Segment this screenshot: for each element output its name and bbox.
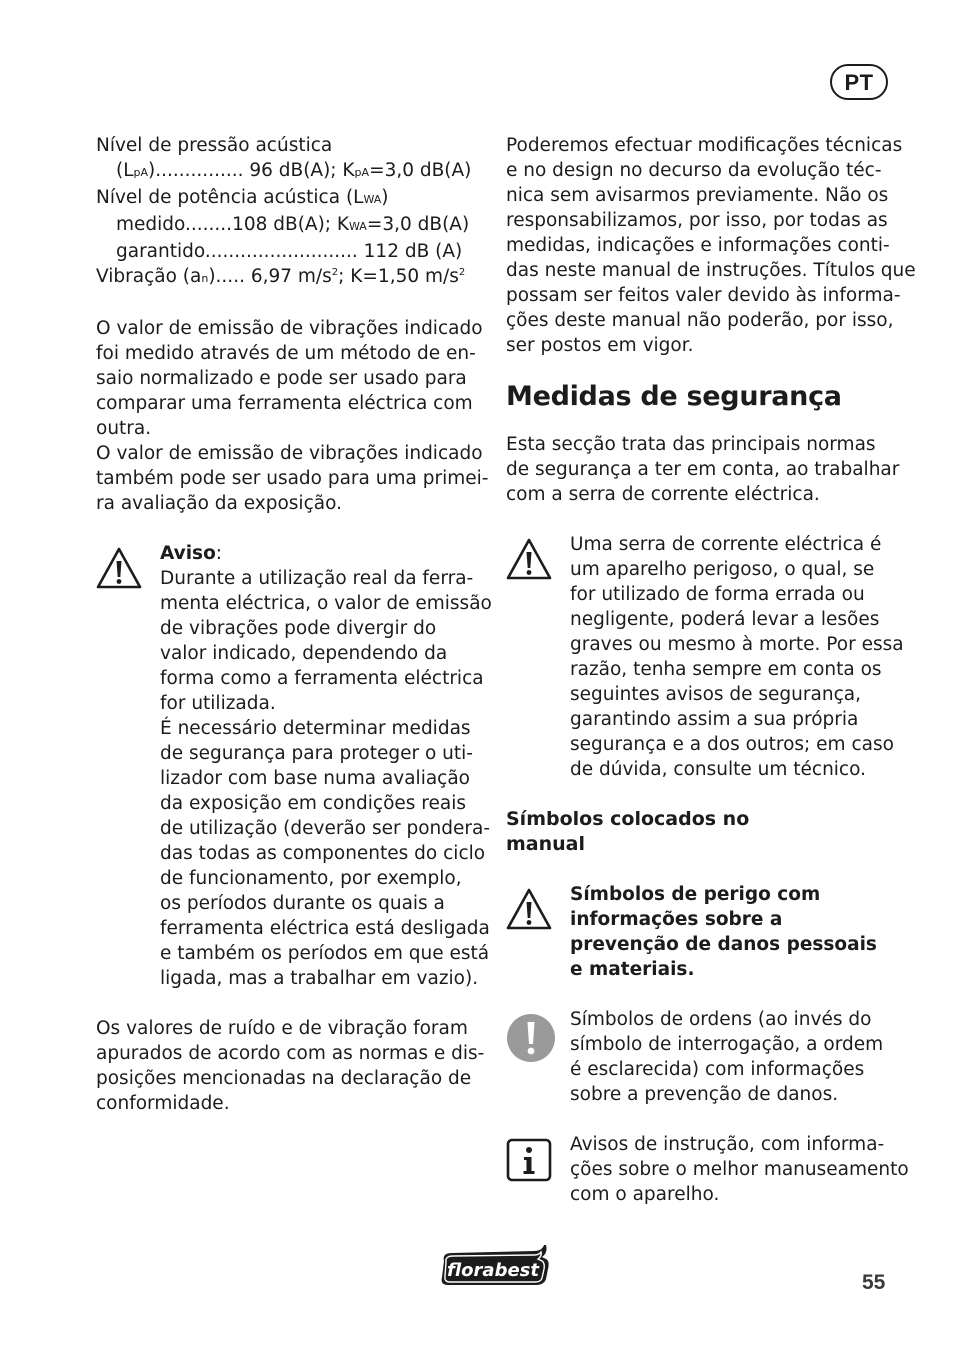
warning-triangle-icon — [506, 538, 556, 588]
sound-power-label: Nível de potência acústica (LWA) — [96, 187, 389, 208]
warning-title: Aviso — [160, 543, 216, 564]
text-line: ções sobre o melhor manuseamento — [570, 1159, 909, 1180]
florabest-logo — [438, 1243, 552, 1289]
text-line: seguintes avisos de segurança, — [570, 684, 861, 705]
text-line: responsabilizamos, por isso, por todas as — [506, 210, 888, 231]
text-line: manual — [506, 833, 586, 855]
text-line: com o aparelho. — [570, 1184, 720, 1205]
text-line: informações sobre a — [570, 909, 783, 930]
intro-paragraph — [506, 432, 900, 507]
text-line: razão, tenha sempre em conta os — [570, 659, 882, 680]
vibration-value: Vibração (an)..... 6,97 $m/s^2$; K=1,50 $m/s^2$ — [96, 266, 466, 287]
text-line: e também os períodos em que está — [160, 943, 490, 964]
text-line: comparar uma ferramenta eléctrica com — [96, 393, 473, 414]
text-line: das neste manual de instruções. Títulos que — [506, 260, 916, 281]
warning-notice — [96, 541, 492, 991]
symbols-subheading — [506, 807, 896, 857]
section-heading: Medidas de segurança — [506, 381, 842, 412]
text-line: Símbolos de perigo com — [570, 884, 821, 905]
symbol-danger-description — [506, 882, 896, 982]
sound-pressure-label: Nível de pressão acústica — [96, 135, 333, 156]
text-line: apurados de acordo com as normas e dis- — [96, 1043, 485, 1064]
sound-power-measured: medido........108 dB(A); KWA=3,0 dB(A) — [116, 214, 470, 235]
text-line: possam ser feitos valer devido às informa- — [506, 285, 901, 306]
text-line: segurança e a dos outros; em caso — [570, 734, 894, 755]
text-line: os períodos durante os quais a — [160, 893, 445, 914]
text-line: de segurança a ter em conta, ao trabalhar — [506, 459, 900, 480]
text-line: com a serra de corrente eléctrica. — [506, 484, 820, 505]
modifications-paragraph — [506, 133, 916, 358]
text-line: Durante a utilização real da ferra- — [160, 568, 474, 589]
text-line: graves ou mesmo à morte. Por essa — [570, 634, 904, 655]
text-line: posições mencionadas na declaração de — [96, 1068, 472, 1089]
left-column — [96, 133, 492, 1116]
text-line: forma como a ferramenta eléctrica — [160, 668, 484, 689]
sound-pressure-value: (LpA)............... 96 dB(A); KpA=3,0 dB(A) — [116, 160, 472, 181]
text-line: nica sem avisarmos previamente. Não os — [506, 185, 889, 206]
vibration-emission-paragraph — [96, 316, 489, 516]
text-line: símbolo de interrogação, a ordem — [570, 1034, 884, 1055]
text-line: e materiais. — [570, 959, 695, 980]
exclamation-circle-icon — [506, 1013, 556, 1063]
warning-triangle-icon — [96, 547, 146, 597]
sound-power-guaranteed: garantido.......................... 112 dB (A) — [116, 241, 463, 262]
text-line: lizador com base numa avaliação — [160, 768, 471, 789]
right-column — [506, 133, 916, 1207]
text-line: É necessário determinar medidas — [160, 718, 471, 739]
text-line: saio normalizado e pode ser usado para — [96, 368, 467, 389]
noise-vibration-paragraph — [96, 1016, 486, 1116]
text-line: prevenção de danos pessoais — [570, 934, 877, 955]
page-number: 55 — [862, 1271, 886, 1294]
text-line: também pode ser usado para uma primei- — [96, 468, 489, 489]
text-line: de dúvida, consulte um técnico. — [570, 759, 866, 780]
text-line: um aparelho perigoso, o qual, se — [570, 559, 875, 580]
text-line: O valor de emissão de vibrações indicado — [96, 443, 483, 464]
text-line: Poderemos efectuar modificações técnicas — [506, 135, 903, 156]
text-line: e no design no decurso da evolução téc- — [506, 160, 882, 181]
text-line: sobre a prevenção de danos. — [570, 1084, 839, 1105]
warning-triangle-icon — [506, 888, 556, 938]
text-line: ra avaliação da exposição. — [96, 493, 342, 514]
warning-title-suffix: : — [215, 543, 223, 564]
text-line: for utilizado de forma errada ou — [570, 584, 865, 605]
text-line: ligada, mas a trabalhar em vazio). — [160, 968, 479, 989]
text-line: de segurança para proteger o uti- — [160, 743, 473, 764]
text-line: Símbolos de ordens (ao invés do — [570, 1009, 872, 1030]
text-line: medidas, indicações e informações conti- — [506, 235, 890, 256]
text-line: for utilizada. — [160, 693, 276, 714]
symbol-info-description — [506, 1132, 909, 1207]
text-line: ferramenta eléctrica está desligada — [160, 918, 490, 939]
text-line: de utilização (deverão ser pondera- — [160, 818, 491, 839]
symbol-order-description — [506, 1007, 896, 1107]
text-line: é esclarecida) com informações — [570, 1059, 865, 1080]
text-line: Símbolos colocados no — [506, 808, 750, 830]
text-line: negligente, poderá levar a lesões — [570, 609, 880, 630]
text-line: garantindo assim a sua própria — [570, 709, 859, 730]
text-line: Esta secção trata das principais normas — [506, 434, 876, 455]
text-line: da exposição em condições reais — [160, 793, 466, 814]
language-badge: PT — [830, 64, 888, 100]
svg-text:florabest: florabest — [447, 1260, 539, 1281]
text-line: conformidade. — [96, 1093, 230, 1114]
text-line: ções deste manual não poderão, por isso, — [506, 310, 894, 331]
text-line: Uma serra de corrente eléctrica é — [570, 534, 882, 555]
text-line: outra. — [96, 418, 152, 439]
text-line: das todas as componentes do ciclo — [160, 843, 486, 864]
text-line: Os valores de ruído e de vibração foram — [96, 1018, 468, 1039]
text-line: ser postos em vigor. — [506, 335, 694, 356]
text-line: de vibrações pode divergir do — [160, 618, 437, 639]
text-line: O valor de emissão de vibrações indicado — [96, 318, 483, 339]
text-line: foi medido através de um método de en- — [96, 343, 476, 364]
text-line: Avisos de instrução, com informa- — [570, 1134, 885, 1155]
text-line: valor indicado, dependendo da — [160, 643, 448, 664]
text-line: menta eléctrica, o valor de emissão — [160, 593, 492, 614]
danger-notice — [506, 532, 904, 782]
info-square-icon — [506, 1138, 556, 1188]
technical-specs — [96, 133, 486, 291]
text-line: de funcionamento, por exemplo, — [160, 868, 462, 889]
